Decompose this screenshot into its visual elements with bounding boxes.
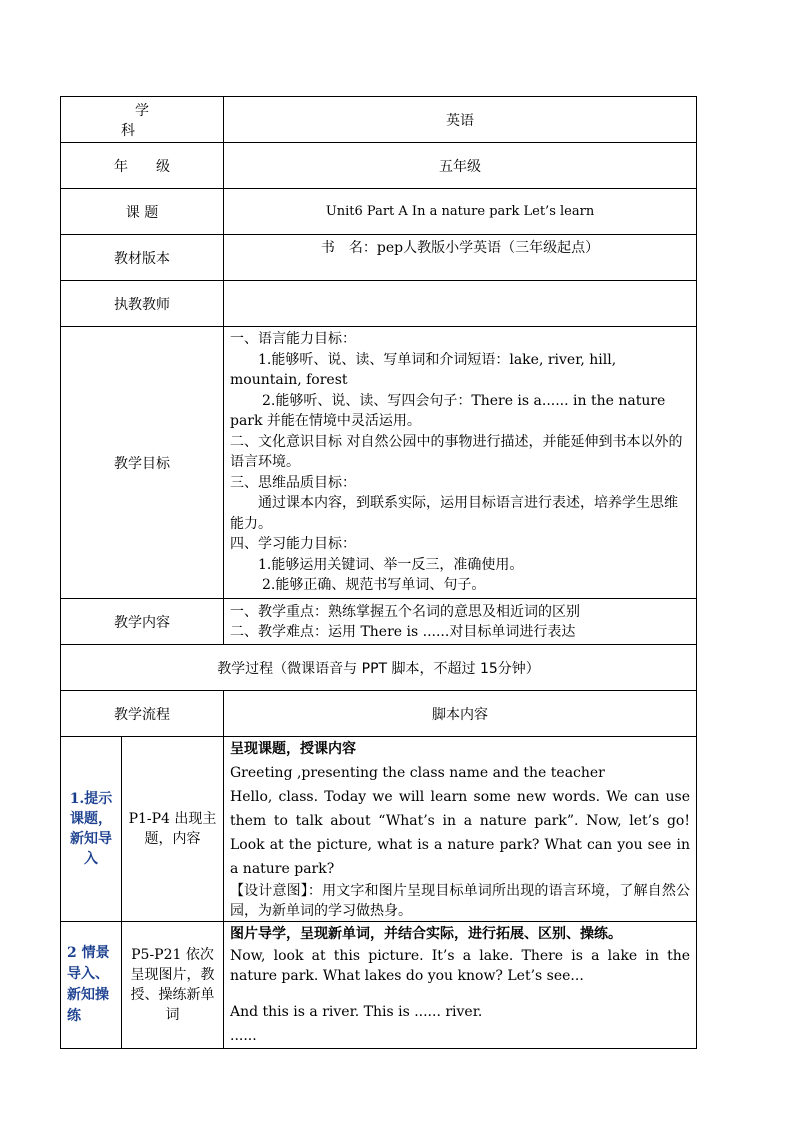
textbook-row bbox=[61, 235, 697, 281]
content-line: 二、教学难点：运用 There is ......对目标单词进行表达 bbox=[230, 623, 576, 640]
process-header-row bbox=[61, 691, 697, 737]
objective-line: 1.能够运用关键词、举一反三，准确使用。 bbox=[258, 556, 524, 573]
teacher-row bbox=[61, 281, 697, 327]
objective-line: 二、文化意识目标 对自然公园中的事物进行描述，并能延伸到书本以外的语言环境。 bbox=[230, 433, 683, 471]
topic-row bbox=[61, 189, 697, 235]
objectives-text bbox=[224, 327, 697, 599]
lesson-plan-table bbox=[60, 96, 697, 1049]
step-script bbox=[224, 737, 697, 922]
objectives-label: 教学目标 bbox=[61, 327, 224, 599]
teacher-value bbox=[224, 281, 697, 327]
step-pages: P1-P4 出现主题，内容 bbox=[122, 737, 224, 922]
objective-line: 四、学习能力目标： bbox=[230, 536, 356, 553]
grade-row bbox=[61, 143, 697, 189]
content-line: 一、教学重点：熟练掌握五个名词的意思及相近词的区别 bbox=[230, 603, 580, 620]
script-line: Now, look at this picture. It’s a lake. There is a lake in the nature park. What lakes do you know? Let’s see... bbox=[230, 948, 690, 984]
process-title-row bbox=[61, 645, 697, 691]
script-line: Hello, class. Today we will learn some new words. We can use them to talk about “What’s in a nature park”. Now, let’s go! Look at the picture, what is a nature park? What can you see in a nature park? bbox=[230, 789, 690, 877]
teacher-label: 执教教师 bbox=[61, 281, 224, 327]
subject-label: 学 科 bbox=[61, 97, 224, 143]
objective-line: 2.能够正确、规范书写单词、句子。 bbox=[262, 577, 486, 594]
script-line: 呈现课题，授课内容 bbox=[230, 741, 356, 757]
objective-line: 一、语言能力目标： bbox=[230, 331, 356, 348]
objectives-row bbox=[61, 327, 697, 599]
script-line: 图片导学，呈现新单词，并结合实际，进行拓展、区别、操练。 bbox=[230, 926, 622, 942]
step-row bbox=[61, 737, 697, 922]
topic-value: Unit6 Part A In a nature park Let’s learn bbox=[224, 189, 697, 235]
topic-label: 课 题 bbox=[61, 189, 224, 235]
content-label: 教学内容 bbox=[61, 599, 224, 645]
subject-row bbox=[61, 97, 697, 143]
script-header: 脚本内容 bbox=[224, 691, 697, 737]
script-line: Greeting ,presenting the class name and the teacher bbox=[230, 765, 605, 781]
content-text bbox=[224, 599, 697, 645]
objective-line: 三、思维品质目标： bbox=[230, 474, 356, 491]
objective-line: 2.能够听、说、读、写四会句子：There is a...... in the nature park 并能在情境中灵活运用。 bbox=[230, 392, 666, 430]
step-script bbox=[224, 922, 697, 1049]
script-line: And this is a river. This is ...... river. bbox=[230, 1004, 483, 1020]
script-line: 【设计意图】：用文字和图片呈现目标单词所出现的语言环境，了解自然公园，为新单词的学习做热身。 bbox=[230, 883, 690, 919]
grade-value: 五年级 bbox=[224, 143, 697, 189]
textbook-label: 教材版本 bbox=[61, 235, 224, 281]
flow-header: 教学流程 bbox=[61, 691, 224, 737]
step-stage: 1.提示课题，新知导入 bbox=[61, 737, 122, 922]
content-row bbox=[61, 599, 697, 645]
step-row bbox=[61, 922, 697, 1049]
process-title: 教学过程（微课语音与 PPT 脚本，不超过 15分钟） bbox=[61, 645, 697, 691]
grade-label: 年 级 bbox=[61, 143, 224, 189]
subject-value: 英语 bbox=[224, 97, 697, 143]
step-pages: P5-P21 依次呈现图片，教授、操练新单词 bbox=[122, 922, 224, 1049]
textbook-value: 书 名：pep人教版小学英语（三年级起点） bbox=[224, 235, 697, 281]
script-line: ...... bbox=[230, 1028, 257, 1044]
objective-line: 通过课本内容，到联系实际，运用目标语言进行表述，培养学生思维能力。 bbox=[230, 495, 678, 532]
step-stage: 2 情景导入、新知操练 bbox=[61, 922, 122, 1049]
objective-line: 1.能够听、说、读、写单词和介词短语：lake, river, hill, mountain, forest bbox=[230, 351, 617, 389]
